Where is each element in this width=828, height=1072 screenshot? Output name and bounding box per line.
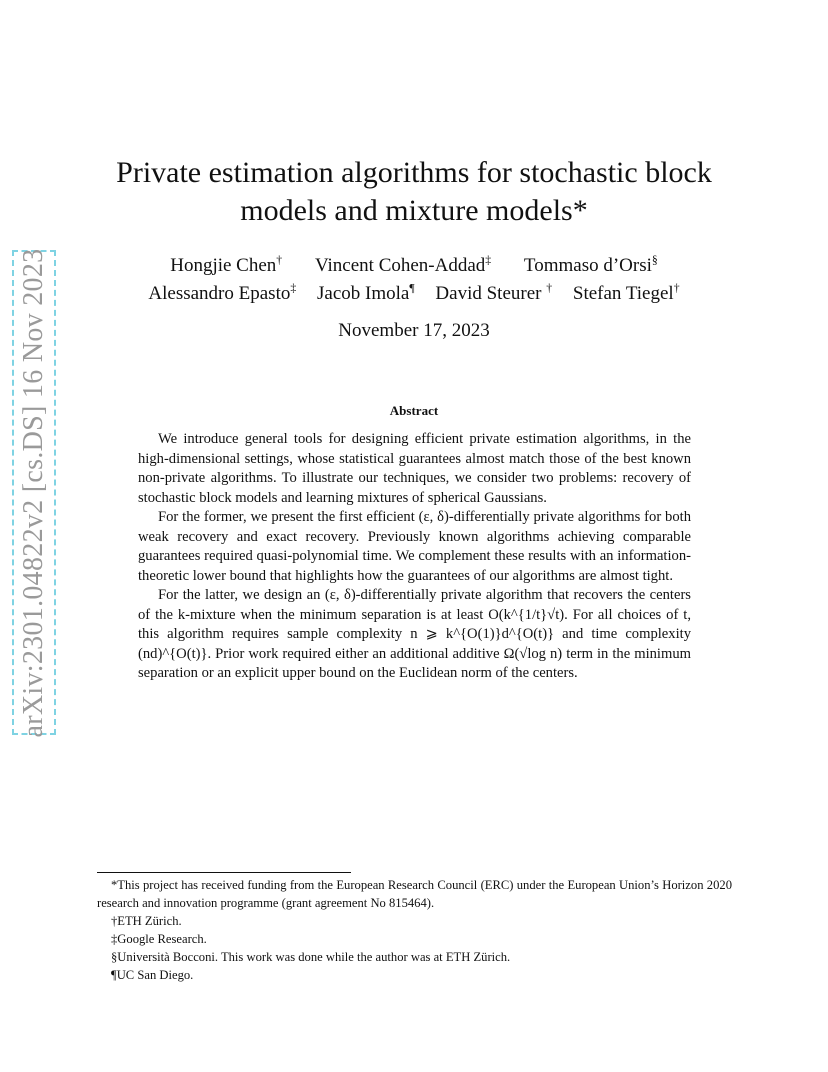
title-line-2: models and mixture models* (240, 194, 588, 227)
title-line-1: Private estimation algorithms for stochastic block (116, 156, 712, 189)
footnote-funding: *This project has received funding from the European Research Council (ERC) under the European Union’s Horizon 2020 research and innovation programme (grant agreement No 815464). (97, 878, 732, 910)
abstract-body (138, 430, 691, 684)
authors-row-1 (80, 254, 748, 277)
arxiv-identifier-text: arXiv:2301.04822v2 [cs.DS] 16 Nov 2023 (18, 248, 49, 737)
author-tommaso-dorsi: Tommaso d’Orsi§ (523, 254, 658, 277)
abstract-paragraph: For the former, we present the first efficient (ε, δ)-differentially private algorithms for both weak recovery and exact recovery. Previously known algorithms achieving comparable guarantees required quasi-polynomial time. We complement these results with an information-theoretic lower bound that highlights how the guarantees of our algorithms are almost tight. (138, 509, 691, 584)
footnote-eth: †ETH Zürich. (111, 914, 182, 928)
paper-title (80, 154, 748, 230)
footnote-bocconi: §Università Bocconi. This work was done while the author was at ETH Zürich. (111, 950, 511, 964)
footnote-google: ‡Google Research. (111, 932, 207, 946)
footnote-ucsd: ¶UC San Diego. (111, 968, 194, 982)
abstract-heading: Abstract (389, 403, 439, 418)
author-alessandro-epasto: Alessandro Epasto‡ (148, 282, 297, 305)
abstract-paragraph: For the latter, we design an (ε, δ)-differentially private algorithm that recovers the centers of the k-mixture when the minimum separation is at least O(k^{1/t}√t). For all choices of t, this algorithm requires sample complexity n ⩾ k^{O(1)}d^{O(t)} and time complexity (nd)^{O(t)}. Prior work required either an additional additive Ω(√log n) term in the minimum separation or an explicit upper bound on the Euclidean norm of the centers. (138, 587, 691, 681)
author-jacob-imola: Jacob Imola¶ (317, 282, 415, 305)
author-stefan-tiegel: Stefan Tiegel† (572, 282, 680, 305)
publication-date: November 17, 2023 (338, 320, 490, 341)
abstract-paragraph: We introduce general tools for designing efficient private estimation algorithms, in the high-dimensional settings, whose statistical guarantees almost match those of the best known non-private algorithms. To illustrate our techniques, we consider two problems: recovery of stochastic block models and learning mixtures of spherical Gaussians. (138, 431, 691, 506)
author-david-steurer: David Steurer † (435, 282, 553, 305)
author-vincent-cohen-addad: Vincent Cohen-Addad‡ (314, 254, 492, 277)
footnotes (97, 876, 732, 984)
author-hongjie-chen: Hongjie Chen† (170, 254, 283, 277)
authors-row-2 (80, 282, 748, 305)
arxiv-identifier-stamp (12, 250, 56, 735)
footnote-rule (97, 872, 351, 873)
